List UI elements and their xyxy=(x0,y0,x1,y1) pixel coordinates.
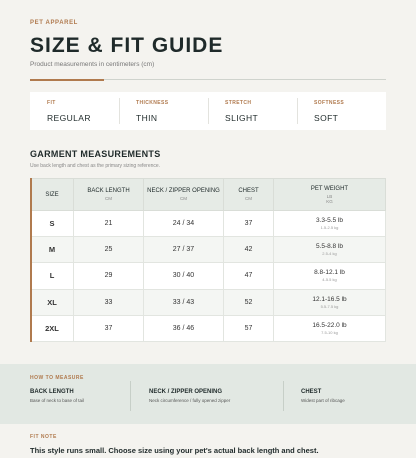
attribute-label: STRETCH xyxy=(225,100,252,106)
header-neck: NECK / ZIPPER OPENING CM xyxy=(144,179,224,211)
table-row xyxy=(31,237,386,263)
header-size: SIZE xyxy=(31,179,74,211)
cell-neck: 24 / 34 xyxy=(144,211,224,237)
attribute-value: THIN xyxy=(136,113,158,123)
unit-label: CM xyxy=(180,196,187,201)
page-title: SIZE & FIT GUIDE xyxy=(30,34,224,57)
cell-back-length: 37 xyxy=(74,315,144,341)
attribute-label: SOFTNESS xyxy=(314,100,345,106)
measure-desc: Widest part of ribcage xyxy=(301,398,345,403)
attribute-label: THICKNESS xyxy=(136,100,169,106)
attribute-fit xyxy=(30,92,119,130)
page-subtitle: Product measurements in centimeters (cm) xyxy=(30,61,155,68)
cell-pet-weight: 8.8-12.1 lb 4-5.5 kg xyxy=(274,263,386,289)
measure-title: NECK / ZIPPER OPENING xyxy=(149,389,223,395)
header-rule-accent xyxy=(30,79,104,81)
attribute-stretch xyxy=(208,92,297,130)
cell-size: 2XL xyxy=(31,315,74,341)
cell-neck: 30 / 40 xyxy=(144,263,224,289)
cell-back-length: 29 xyxy=(74,263,144,289)
cell-back-length: 33 xyxy=(74,289,144,315)
eyebrow-label: PET APPAREL xyxy=(30,20,78,26)
cell-size: XL xyxy=(31,289,74,315)
divider xyxy=(283,381,284,411)
attribute-thickness xyxy=(119,92,208,130)
cell-chest: 47 xyxy=(224,263,274,289)
table-accent-bar xyxy=(30,178,32,342)
cell-chest: 57 xyxy=(224,315,274,341)
header-chest: CHEST CM xyxy=(224,179,274,211)
cell-neck: 27 / 37 xyxy=(144,237,224,263)
header-back-length: BACK LENGTH CM xyxy=(74,179,144,211)
cell-chest: 37 xyxy=(224,211,274,237)
cell-pet-weight: 16.5-22.0 lb 7.5-10 kg xyxy=(274,315,386,341)
how-to-measure-heading: HOW TO MEASURE xyxy=(30,375,84,381)
attribute-value: SLIGHT xyxy=(225,113,259,123)
cell-neck: 36 / 46 xyxy=(144,315,224,341)
measure-item-neck xyxy=(149,389,230,403)
cell-pet-weight: 5.5-8.8 lb 2.5-4 kg xyxy=(274,237,386,263)
unit-label: CM xyxy=(105,196,112,201)
measure-title: BACK LENGTH xyxy=(30,389,74,395)
attribute-softness xyxy=(297,92,386,130)
header-pet-weight: PET WEIGHT LB KG xyxy=(274,179,386,211)
table-header-row xyxy=(31,179,386,211)
cell-pet-weight: 12.1-16.5 lb 5.5-7.5 kg xyxy=(274,289,386,315)
cell-pet-weight: 3.3-5.5 lb 1.5-2.5 kg xyxy=(274,211,386,237)
section-title: GARMENT MEASUREMENTS xyxy=(30,149,161,159)
how-to-measure-band xyxy=(0,364,416,424)
attribute-value: REGULAR xyxy=(47,113,91,123)
attribute-value: SOFT xyxy=(314,113,339,123)
table-row xyxy=(31,211,386,237)
cell-size: M xyxy=(31,237,74,263)
attributes-bar xyxy=(30,92,386,130)
attribute-label: FIT xyxy=(47,100,56,106)
table-row xyxy=(31,289,386,315)
size-table xyxy=(30,178,386,342)
fit-note-text: This style runs small. Choose size using your pet's actual back length and chest. xyxy=(30,446,319,455)
fit-note-label: FIT NOTE xyxy=(30,434,57,440)
cell-size: L xyxy=(31,263,74,289)
divider xyxy=(130,381,131,411)
measure-item-chest xyxy=(301,389,345,403)
unit-label: LB xyxy=(326,193,333,199)
section-subtitle: Use back length and chest as the primary sizing reference. xyxy=(30,163,161,169)
cell-chest: 52 xyxy=(224,289,274,315)
cell-size: S xyxy=(31,211,74,237)
measure-desc: Base of neck to base of tail xyxy=(30,398,85,403)
unit-label: CM xyxy=(245,196,252,201)
table-row xyxy=(31,315,386,341)
table-row xyxy=(31,263,386,289)
measure-title: CHEST xyxy=(301,389,322,395)
cell-chest: 42 xyxy=(224,237,274,263)
unit-label: KG xyxy=(326,198,333,204)
cell-back-length: 25 xyxy=(74,237,144,263)
measure-item-back-length xyxy=(30,389,84,403)
cell-neck: 33 / 43 xyxy=(144,289,224,315)
measure-desc: Neck circumference / fully opened zipper xyxy=(149,398,231,403)
cell-back-length: 21 xyxy=(74,211,144,237)
